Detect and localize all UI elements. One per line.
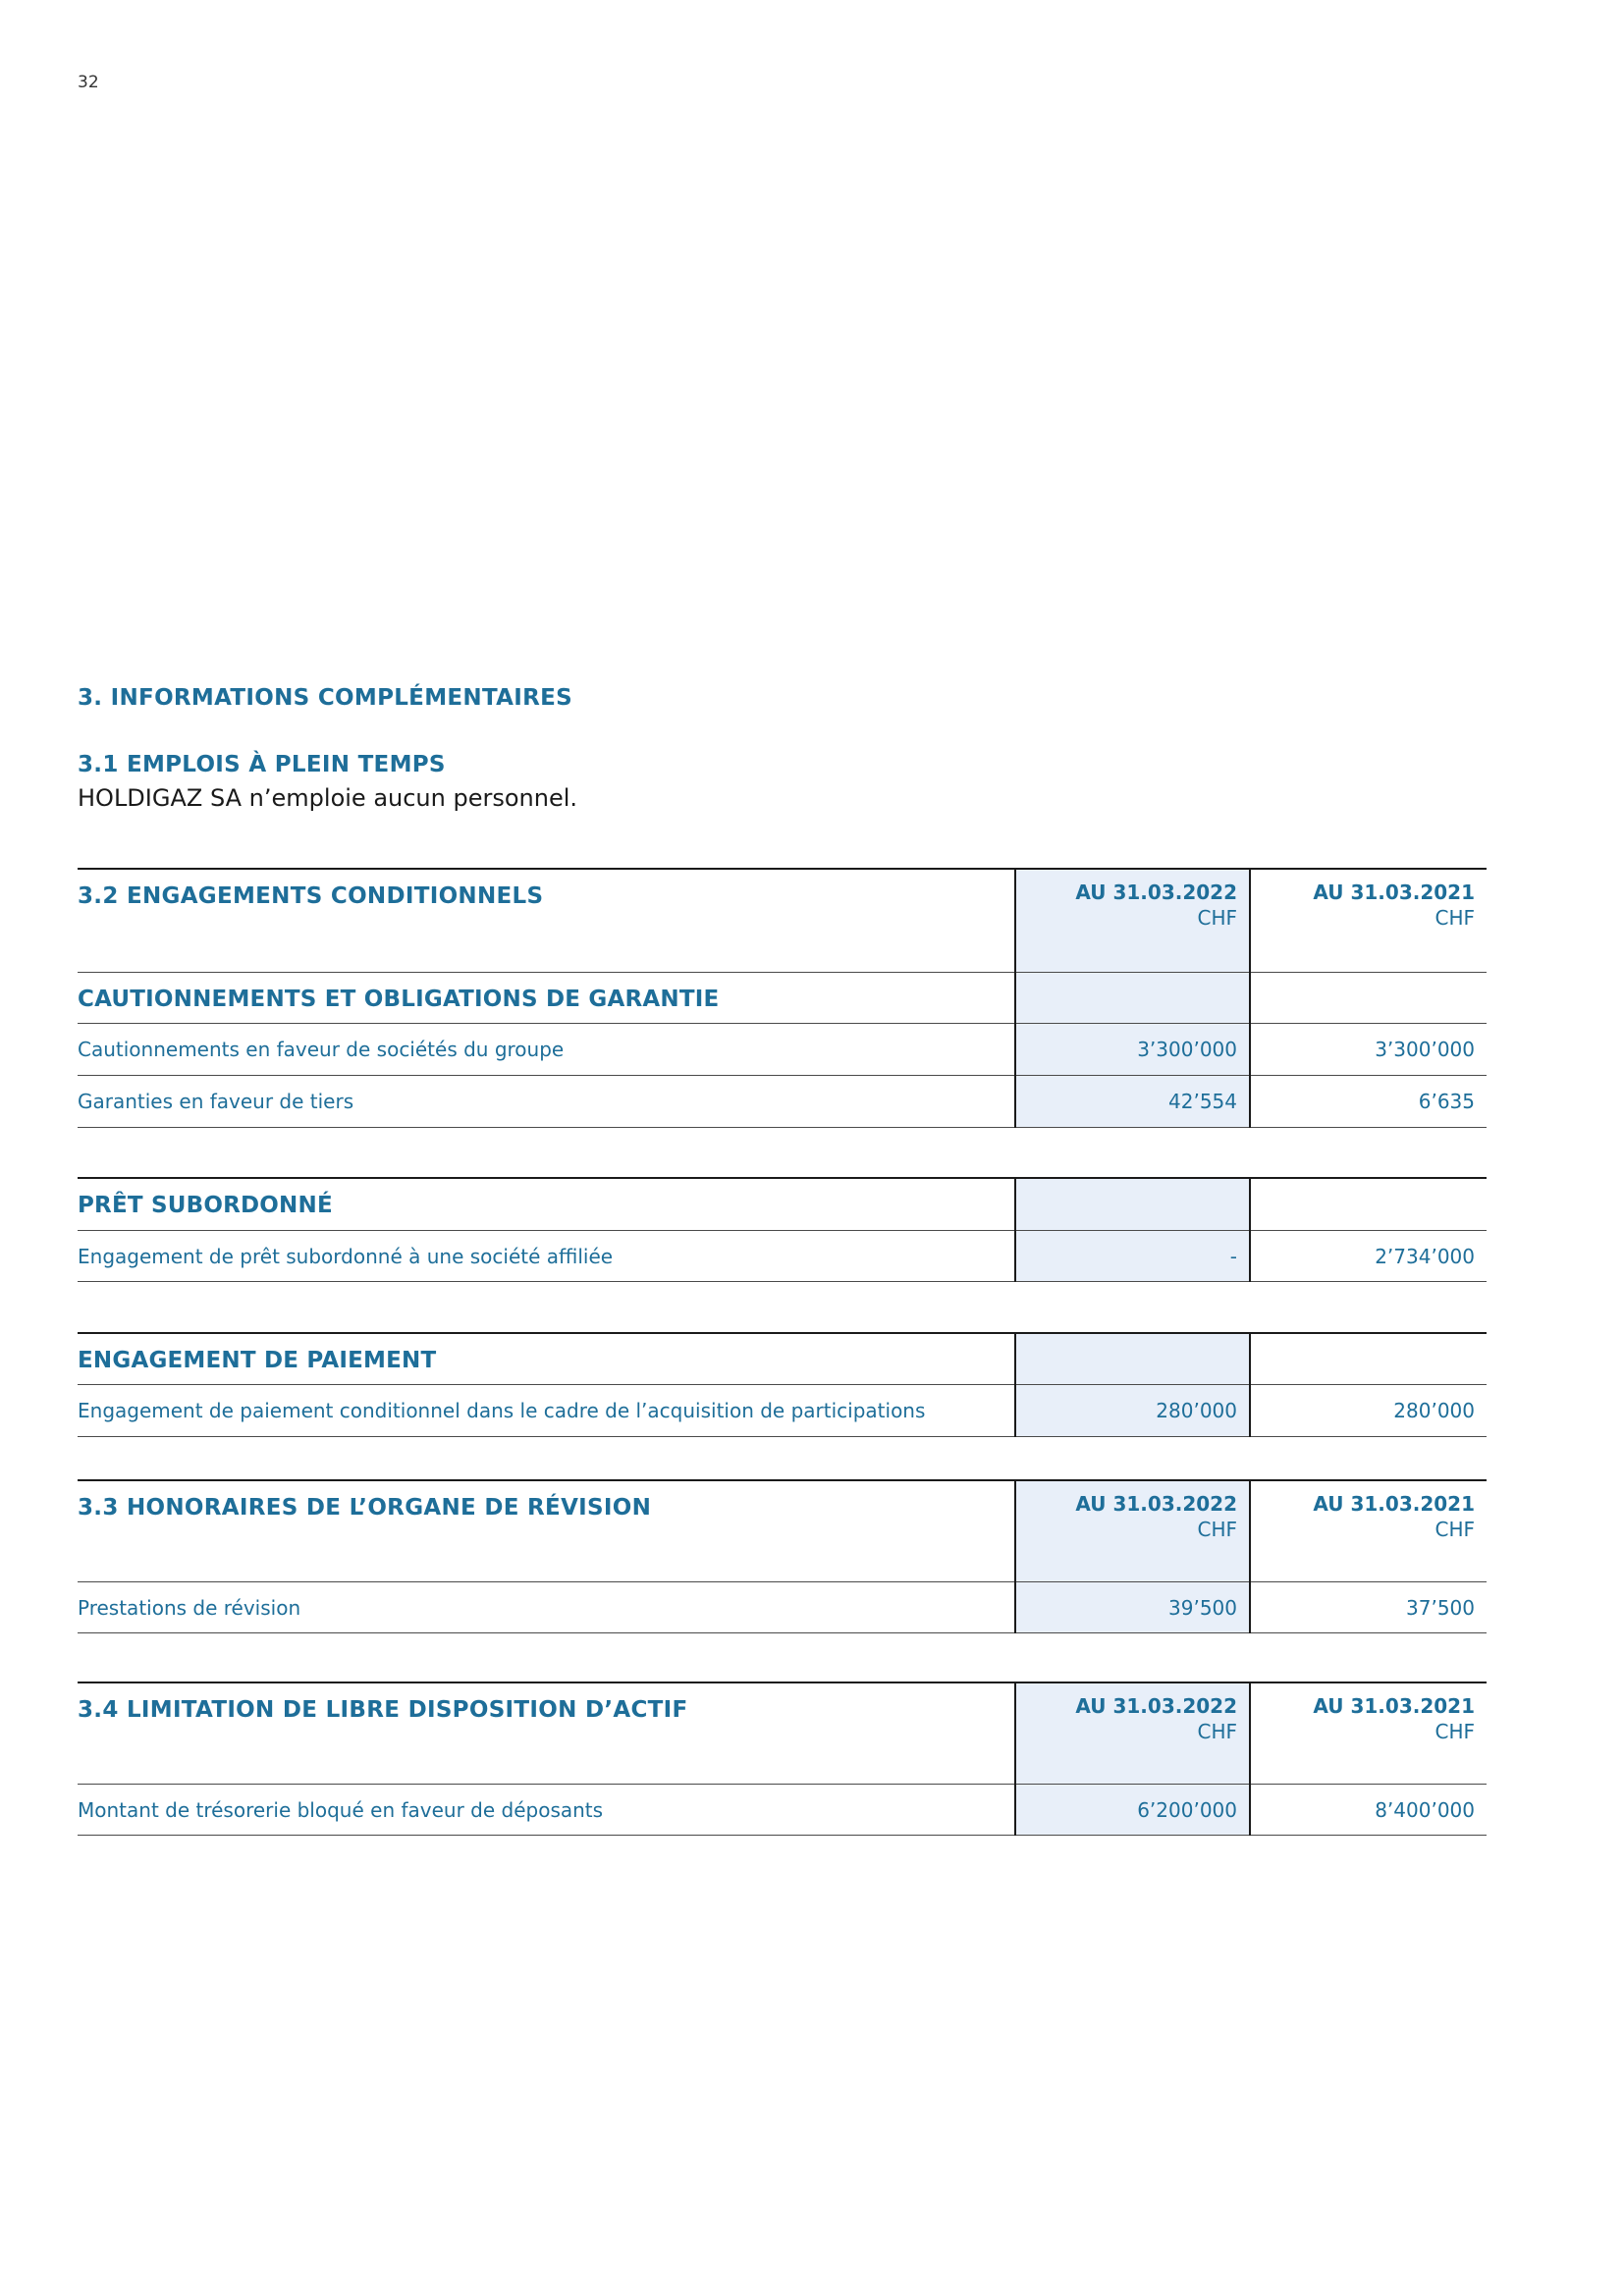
col-header-2021-currency: CHF [1435,906,1475,930]
col-header-2022-currency: CHF [1197,906,1237,930]
value-2021: 3’300’000 [1375,1037,1475,1061]
section-3-4-title: 3.4 LIMITATION DE LIBRE DISPOSITION D’ACTIF [78,1697,688,1723]
table-header-row [78,869,1487,972]
row-label: Montant de trésorerie bloqué en faveur de déposants [78,1797,604,1822]
table-row [78,1023,1487,1075]
value-2022: 280’000 [1156,1398,1237,1422]
table-honoraires-revision [78,1479,1487,1633]
value-2022: 42’554 [1168,1089,1237,1113]
value-2021: 2’734’000 [1375,1244,1475,1268]
row-label: Engagement de prêt subordonné à une société affiliée [78,1244,614,1268]
col-header-2022-date: AU 31.03.2022 [1075,1492,1237,1516]
value-2022: 3’300’000 [1137,1037,1237,1061]
section-3-title: 3. INFORMATIONS COMPLÉMENTAIRES [78,685,572,711]
section-3-1-title: 3.1 EMPLOIS À PLEIN TEMPS [78,752,446,777]
value-2022: - [1229,1244,1237,1268]
col-header-2022-currency: CHF [1197,1720,1237,1743]
row-label: Engagement de paiement conditionnel dans le cadre de l’acquisition de participations [78,1398,926,1422]
value-2022: 6’200’000 [1137,1797,1237,1822]
col-header-2021-currency: CHF [1435,1720,1475,1743]
table-row [78,1784,1487,1835]
group-header-row [78,972,1487,1023]
col-header-2022-date: AU 31.03.2022 [1075,881,1237,904]
col-header-2021-date: AU 31.03.2021 [1313,1694,1475,1718]
spacer-row [78,1281,1487,1333]
table-header-row [78,1480,1487,1581]
col-header-2021-date: AU 31.03.2021 [1313,881,1475,904]
group-pret-subordonne-title: PRÊT SUBORDONNÉ [78,1193,333,1218]
table-row [78,1075,1487,1127]
value-2022: 39’500 [1168,1595,1237,1620]
row-label: Garanties en faveur de tiers [78,1089,354,1113]
section-3-3-title: 3.3 HONORAIRES DE L’ORGANE DE RÉVISION [78,1495,652,1521]
section-3-2-title: 3.2 ENGAGEMENTS CONDITIONNELS [78,883,544,909]
col-header-2022-currency: CHF [1197,1518,1237,1541]
value-2021: 6’635 [1418,1089,1475,1113]
value-2021: 280’000 [1393,1398,1475,1422]
table-limitation-disposition-actif [78,1682,1487,1836]
table-engagements-conditionnels [78,868,1487,1437]
section-3-1-text: HOLDIGAZ SA n’emploie aucun personnel. [78,784,578,812]
row-label: Prestations de révision [78,1595,301,1620]
group-header-row [78,1178,1487,1230]
row-label: Cautionnements en faveur de sociétés du groupe [78,1037,565,1061]
group-engagement-paiement-title: ENGAGEMENT DE PAIEMENT [78,1348,437,1373]
value-2021: 8’400’000 [1375,1797,1475,1822]
table-header-row [78,1682,1487,1784]
col-header-2022-date: AU 31.03.2022 [1075,1694,1237,1718]
value-2021: 37’500 [1406,1595,1475,1620]
col-header-2021-currency: CHF [1435,1518,1475,1541]
table-row [78,1230,1487,1281]
group-header-row [78,1333,1487,1384]
group-cautionnements-title: CAUTIONNEMENTS ET OBLIGATIONS DE GARANTIE [78,986,720,1012]
spacer-row [78,1127,1487,1178]
page-number: 32 [78,73,99,92]
col-header-2021-date: AU 31.03.2021 [1313,1492,1475,1516]
table-row [78,1581,1487,1632]
table-row [78,1384,1487,1436]
